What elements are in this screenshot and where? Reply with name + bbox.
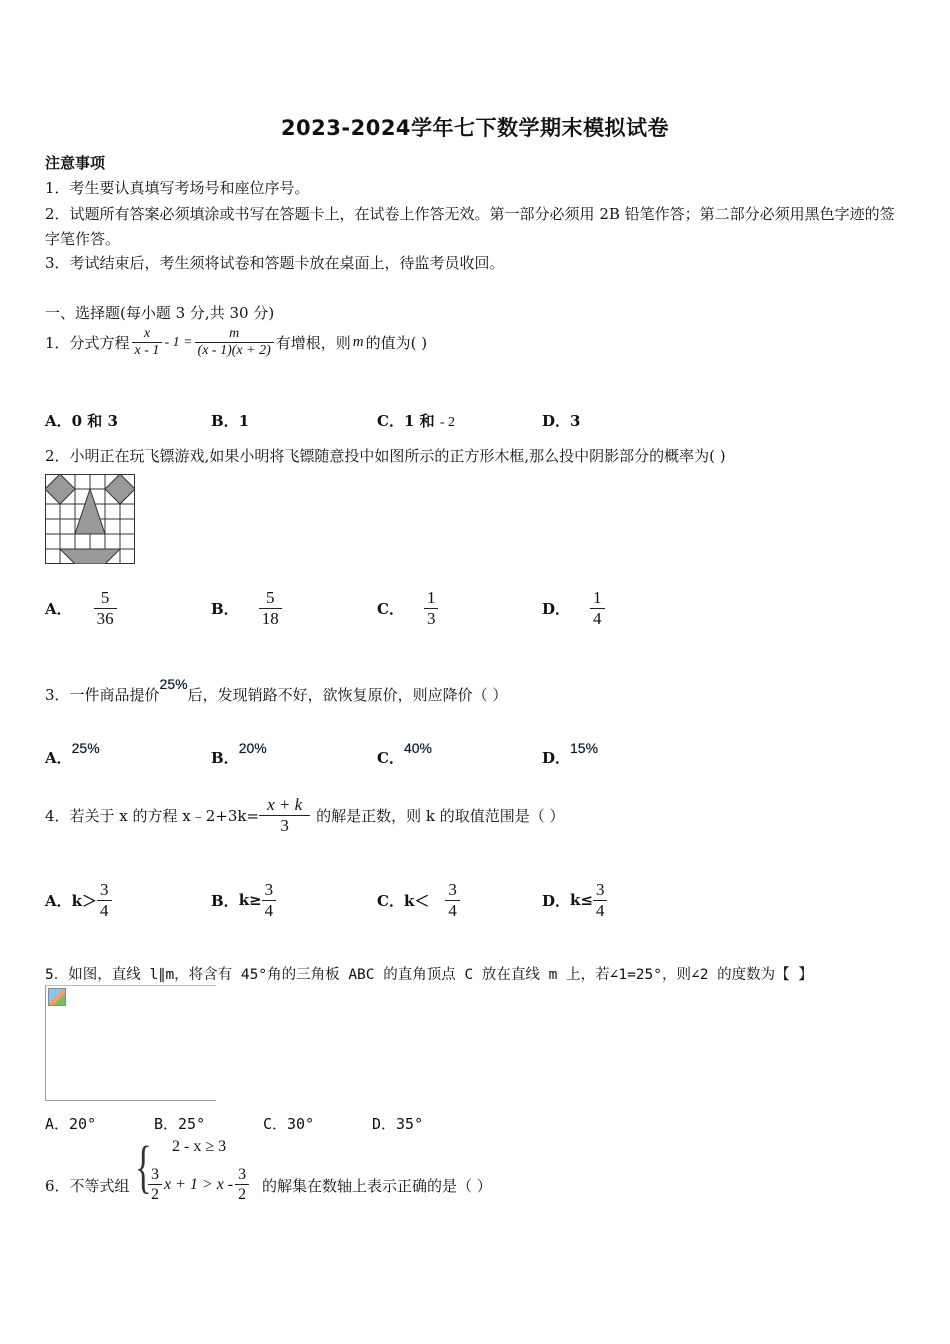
q1-prefix: 1．分式方程 (45, 334, 130, 353)
q1-suffix-b: 的值为( ) (365, 334, 428, 353)
page-title: 2023-2024学年七下数学期末模拟试卷 (280, 116, 670, 140)
q4-option-d[interactable]: D． k≤ $\frac{3}{4}$ (542, 880, 607, 921)
q4-option-b[interactable]: B． k≥ $\frac{3}{4}$ (211, 880, 276, 921)
q1-option-a[interactable]: A．0 和 3 (45, 412, 118, 430)
shaded-triangle-center (75, 489, 105, 534)
q1-var: m (352, 334, 364, 351)
q5-option-a[interactable]: A．20° (45, 1115, 97, 1133)
shaded-trapezoid-bottom (60, 549, 120, 564)
dartboard-grid-figure (45, 474, 135, 564)
q3-option-a[interactable]: A． 25% (45, 740, 100, 767)
q2-option-a[interactable]: A． $\frac{5}{36}$ (45, 588, 117, 629)
q3-stem-b: 后，发现销路不好，欲恢复原价，则应降价（ ） (187, 686, 508, 704)
q5-option-b[interactable]: B．25° (154, 1115, 206, 1133)
q6-brace: { (135, 1134, 152, 1199)
q1-option-b[interactable]: B．1 (211, 412, 250, 430)
q3-option-d[interactable]: D． 15% (542, 740, 599, 767)
q1-f1-num: x (132, 326, 163, 343)
q3-stem-a: 3．一件商品提价 (45, 686, 160, 704)
q4-stem-a: 4．若关于 x 的方程 x﹣2+3k= (45, 806, 260, 825)
q2-option-d[interactable]: D． $\frac{1}{4}$ (542, 588, 605, 629)
q1-option-d[interactable]: D．3 (542, 412, 581, 430)
q3-option-c[interactable]: C． 40% (377, 740, 432, 767)
q4-option-a[interactable]: A． k＞ $\frac{3}{4}$ (45, 880, 112, 921)
q4-fraction: $\frac{x + k}{3}$ (259, 795, 310, 836)
question-2: 2．小明正在玩飞镖游戏,如果小明将飞镖随意投中如图所示的正方形木框,那么投中阴影部分的概率为( ) (45, 447, 726, 465)
q1-f2-num: m (195, 326, 274, 343)
q3-option-b[interactable]: B． 20% (211, 740, 267, 767)
q1-f1-den: x - 1 (134, 343, 160, 359)
q1-suffix-a: 有增根，则 (275, 334, 351, 353)
question-3 (45, 676, 507, 705)
q6-suffix: 的解集在数轴上表示正确的是（ ） (262, 1177, 492, 1195)
question-1 (45, 326, 427, 360)
question-5: 5．如图，直线 l∥m，将含有 45°角的三角板 ABC 的直角顶点 C 放在直线 m 上，若∠1=25°，则∠2 的度数为【 】 (45, 967, 813, 983)
q5-option-c[interactable]: C．30° (263, 1115, 315, 1133)
shaded-diamond-right (105, 474, 135, 504)
q6-prefix: 6．不等式组 (45, 1177, 130, 1195)
q6-line-1: 2 - x ≥ 3 (172, 1138, 227, 1155)
q2-option-c[interactable]: C． $\frac{1}{3}$ (377, 588, 438, 629)
shaded-diamond-left (45, 474, 75, 504)
q6-line-2: $\frac{3}{2}$ x + 1 > x - $\frac{3}{2}$ (148, 1166, 249, 1205)
notice-item-1: 1．考生要认真填写考场号和座位序号。 (45, 179, 310, 197)
q1-mid: - 1 = (164, 334, 193, 350)
q5-option-d[interactable]: D．35° (372, 1115, 424, 1133)
q3-percent: 25% (159, 676, 188, 692)
q5-figure-placeholder (45, 985, 216, 1101)
q4-option-c[interactable]: C． k＜ $\frac{3}{4}$ (377, 880, 460, 921)
notice-item-3: 3．考试结束后，考生须将试卷和答题卡放在桌面上，待监考员收回。 (45, 254, 505, 272)
q1-f2-den: (x - 1)(x + 2) (197, 343, 271, 359)
notice-heading: 注意事项 (45, 154, 106, 172)
q2-option-b[interactable]: B． $\frac{5}{18}$ (211, 588, 282, 629)
q4-stem-b: 的解是正数，则 k 的取值范围是（ ） (316, 806, 565, 825)
section-heading: 一、选择题(每小题 3 分,共 30 分) (45, 304, 275, 322)
q1-fraction-2 (195, 326, 274, 360)
q1-fraction-1 (132, 326, 163, 360)
q1-option-c[interactable]: C．1 和 - 2 (377, 412, 456, 430)
notice-item-2: 2．试题所有答案必须填涂或书写在答题卡上，在试卷上作答无效。第一部分必须用 2B 铅笔作答；第二部分必须用黑色字迹的签字笔作答。 (45, 205, 895, 248)
broken-image-icon (48, 988, 66, 1006)
question-4 (45, 795, 565, 836)
